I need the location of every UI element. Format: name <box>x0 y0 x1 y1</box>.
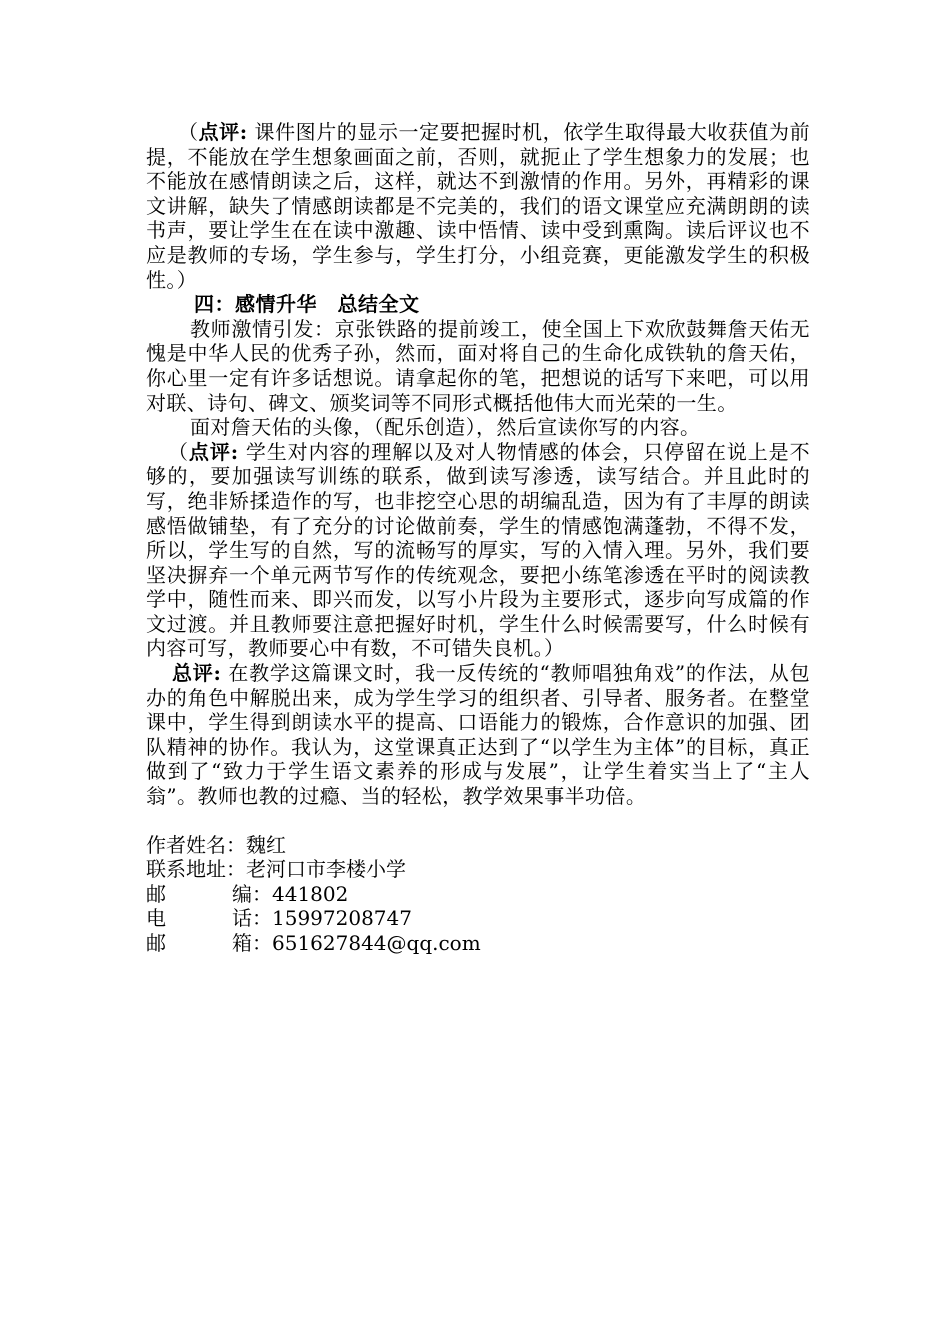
comment-text: 课件图片的显示一定要把握时机，依学生取得最大收获值为前提，不能放在学生想象画面之前，否则，就扼止了学生想象力的发展；也不能放在感情朗读之后，这样，就达不到激情的作用。另外，再精彩的课文讲解，缺失了情感朗读都是不完美的，我们的语文课堂应充满朗朗的读书声，要让学生在在读中激趣、读中悟情、读中受到熏陶。读后评议也不应是教师的专场，学生参与，学生打分，小组竞赛，更能激发学生的积极性。） <box>146 120 810 292</box>
phone-row <box>146 906 810 931</box>
document-page <box>146 120 810 956</box>
blank-line <box>146 809 810 833</box>
info-value: 441802 <box>272 881 349 906</box>
info-colon: ： <box>252 931 272 955</box>
info-value: 魏红 <box>246 832 286 857</box>
info-label <box>146 931 252 956</box>
author-info <box>146 833 810 956</box>
info-label-char: 话 <box>232 906 253 931</box>
info-label-char: 电 <box>146 906 175 931</box>
info-colon: ： <box>226 857 246 882</box>
info-label <box>146 906 252 931</box>
author-name-row <box>146 833 810 858</box>
info-value: 老河口市李楼小学 <box>246 857 406 882</box>
section-heading: 四：感情升华 总结全文 <box>194 292 420 317</box>
info-label-char: 编 <box>232 881 253 906</box>
info-colon: ： <box>226 832 246 857</box>
info-colon: ： <box>252 906 272 931</box>
info-colon: ： <box>252 881 272 906</box>
comment-open-paren: （ <box>178 120 199 144</box>
summary-paragraph <box>146 661 810 809</box>
info-value: 15997208747 <box>272 906 412 931</box>
comment-label: 点评: <box>198 120 248 144</box>
summary-text: 在教学这篇课文时，我一反传统的“教师唱独角戏”的作法，从包办的角色中解脱出来，成为学生学习的组织者、引导者、服务者。在整堂课中，学生得到朗读水平的提高、口语能力的锻炼，合作意识的加强、团队精神的协作。我认为，这堂课真正达到了“以学生为主体”的目标，真正做到了“致力于学生语文素养的形成与发展”，让学生着实当上了“主人翁”。教师也教的过瘾、当的轻松，教学效果事半功倍。 <box>146 661 810 809</box>
address-row <box>146 857 810 882</box>
info-label-char: 邮 <box>146 881 175 906</box>
email-row <box>146 931 810 956</box>
info-label: 联系地址 <box>146 857 226 882</box>
comment-label: 点评: <box>188 439 239 464</box>
info-label-char: 箱 <box>232 931 253 955</box>
info-value: 651627844@qq.com <box>272 931 481 955</box>
info-label-char: 邮 <box>146 931 175 955</box>
summary-label: 总评: <box>172 661 222 686</box>
portrait-paragraph: 面对詹天佑的头像，（配乐创造），然后宣读你写的内容。 <box>190 415 701 440</box>
info-label: 作者姓名 <box>146 832 226 857</box>
info-label <box>146 882 252 907</box>
teacher-paragraph: 教师激情引发：京张铁路的提前竣工，使全国上下欢欣鼓舞詹天佑无愧是中华人民的优秀子孙，然而，面对将自己的生命化成铁轨的詹天佑，你心里一定有许多话想说。请拿起你的笔，把想说的话写下来吧，可以用对联、诗句、碑文、颁奖词等不同形式概括他伟大而光荣的一生。 <box>146 316 810 415</box>
comment-paragraph-2 <box>146 440 810 661</box>
postcode-row <box>146 882 810 907</box>
comment-text: 学生对内容的理解以及对人物情感的体会，只停留在说上是不够的，要加强读写训练的联系，做到读写渗透，读写结合。并且此时的写，绝非矫揉造作的写，也非挖空心思的胡编乱造，因为有了丰厚的朗读感悟做铺垫，有了充分的讨论做前奏，学生的情感饱满蓬勃，不得不发，所以，学生写的自然，写的流畅写的厚实，写的入情入理。另外，我们要坚决摒弃一个单元两节写作的传统观念，要把小练笔渗透在平时的阅读教学中，随性而来、即兴而发，以写小片段为主要形式，逐步向写成篇的作文过渡。并且教师要注意把握好时机，学生什么时候需要写，什么时候有内容可写，教师要心中有数，不可错失良机。） <box>146 439 810 661</box>
comment-paragraph-1 <box>146 120 810 292</box>
comment-open-paren: （ <box>168 439 189 464</box>
